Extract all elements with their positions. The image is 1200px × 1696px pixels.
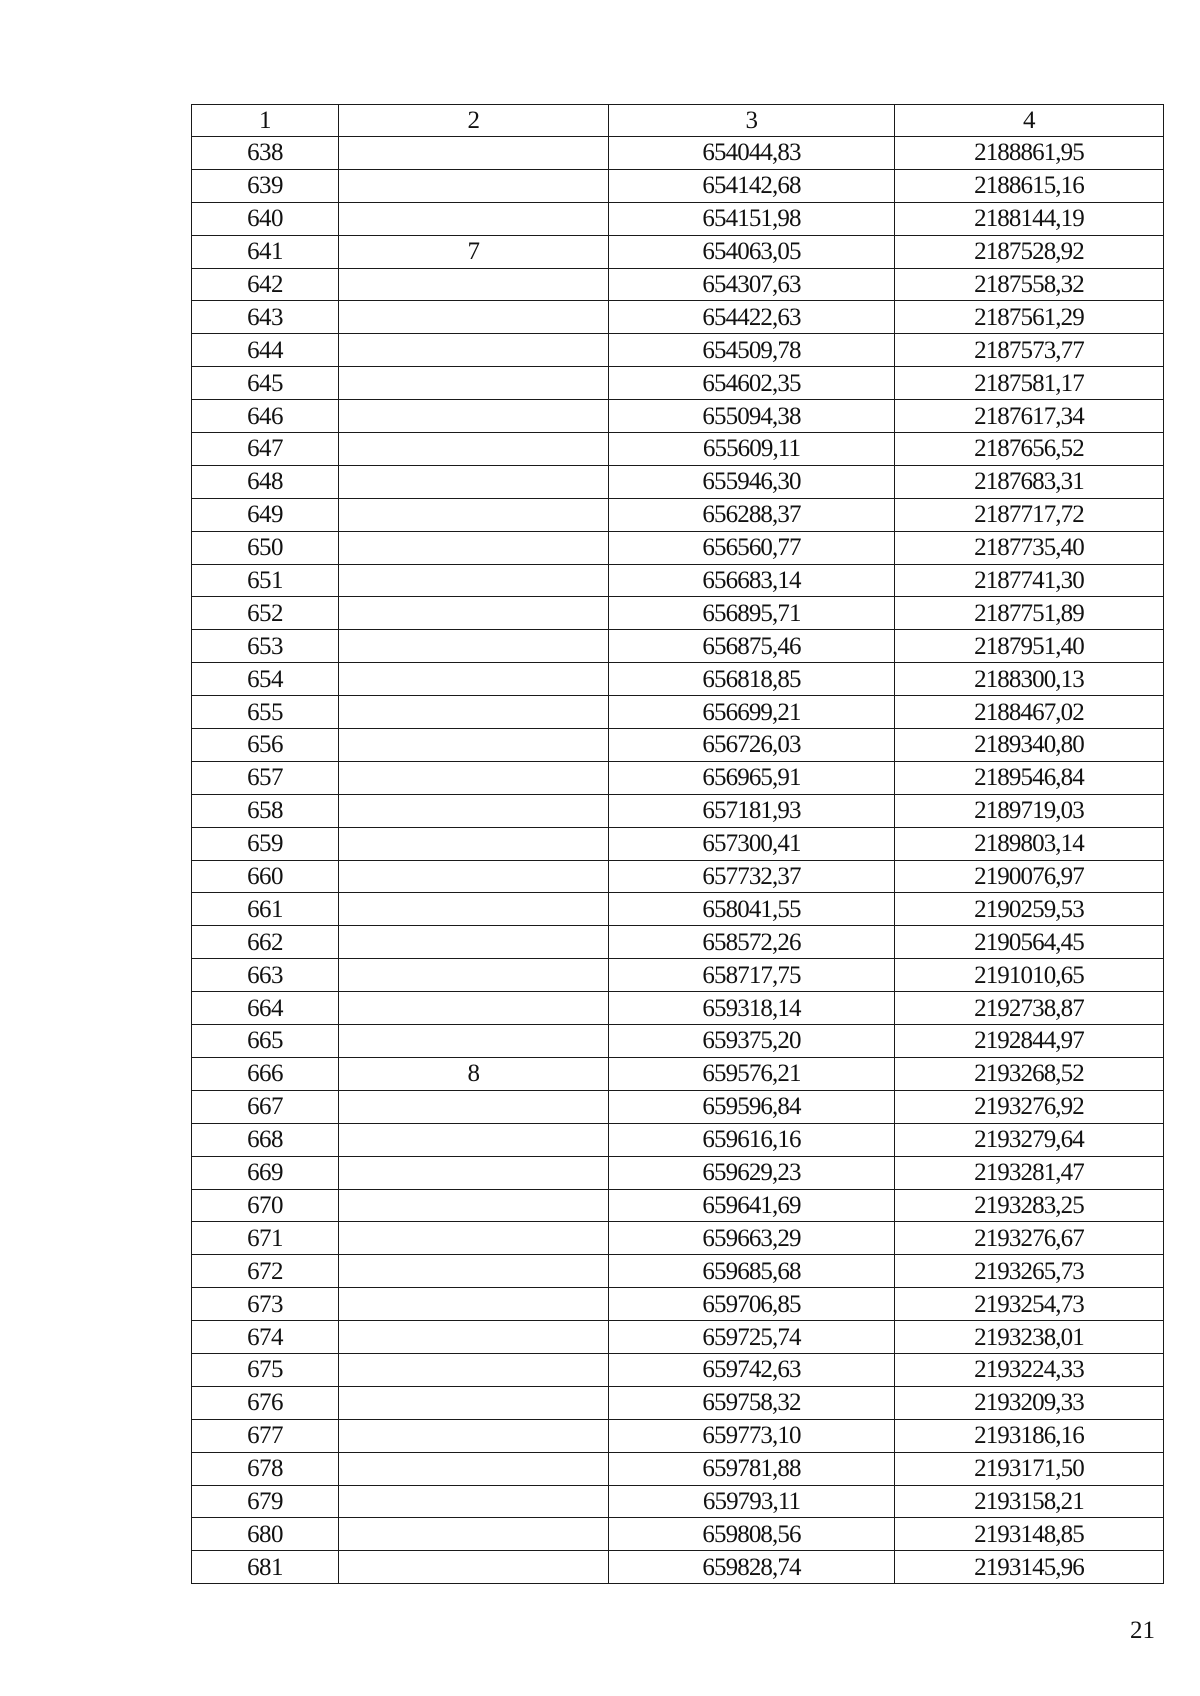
x-coordinate-cell: 656818,85 xyxy=(609,663,895,696)
x-coordinate-cell: 654151,98 xyxy=(609,202,895,235)
table-row xyxy=(192,1123,1164,1156)
point-number-cell: 647 xyxy=(192,433,339,466)
point-number-cell: 642 xyxy=(192,268,339,301)
x-coordinate-cell: 656726,03 xyxy=(609,729,895,762)
y-coordinate-cell: 2188467,02 xyxy=(895,696,1164,729)
section-cell xyxy=(339,860,609,893)
point-number-cell: 648 xyxy=(192,465,339,498)
point-number-cell: 661 xyxy=(192,893,339,926)
point-number-cell: 672 xyxy=(192,1255,339,1288)
x-coordinate-cell: 654509,78 xyxy=(609,334,895,367)
table-row xyxy=(192,1419,1164,1452)
y-coordinate-cell: 2190564,45 xyxy=(895,926,1164,959)
x-coordinate-cell: 659706,85 xyxy=(609,1288,895,1321)
y-coordinate-cell: 2193281,47 xyxy=(895,1156,1164,1189)
x-coordinate-cell: 656875,46 xyxy=(609,630,895,663)
x-coordinate-cell: 654044,83 xyxy=(609,137,895,170)
section-cell xyxy=(339,137,609,170)
point-number-cell: 641 xyxy=(192,235,339,268)
y-coordinate-cell: 2187741,30 xyxy=(895,564,1164,597)
table-row xyxy=(192,1025,1164,1058)
point-number-cell: 675 xyxy=(192,1353,339,1386)
x-coordinate-cell: 659318,14 xyxy=(609,992,895,1025)
table-row xyxy=(192,597,1164,630)
x-coordinate-cell: 655609,11 xyxy=(609,433,895,466)
point-number-cell: 662 xyxy=(192,926,339,959)
table-row xyxy=(192,1353,1164,1386)
section-cell xyxy=(339,202,609,235)
table-row xyxy=(192,400,1164,433)
point-number-cell: 680 xyxy=(192,1518,339,1551)
point-number-cell: 681 xyxy=(192,1551,339,1584)
point-number-cell: 664 xyxy=(192,992,339,1025)
y-coordinate-cell: 2189340,80 xyxy=(895,729,1164,762)
section-cell xyxy=(339,761,609,794)
table-row xyxy=(192,268,1164,301)
section-cell xyxy=(339,1123,609,1156)
section-cell xyxy=(339,301,609,334)
section-cell xyxy=(339,367,609,400)
section-cell xyxy=(339,433,609,466)
x-coordinate-cell: 657732,37 xyxy=(609,860,895,893)
table-row xyxy=(192,992,1164,1025)
section-cell xyxy=(339,794,609,827)
point-number-cell: 655 xyxy=(192,696,339,729)
table-row xyxy=(192,334,1164,367)
y-coordinate-cell: 2187951,40 xyxy=(895,630,1164,663)
column-header-3: 3 xyxy=(609,105,895,137)
y-coordinate-cell: 2187717,72 xyxy=(895,498,1164,531)
y-coordinate-cell: 2193283,25 xyxy=(895,1189,1164,1222)
table-row xyxy=(192,531,1164,564)
table-row xyxy=(192,1189,1164,1222)
table-row xyxy=(192,137,1164,170)
point-number-cell: 657 xyxy=(192,761,339,794)
section-cell xyxy=(339,597,609,630)
y-coordinate-cell: 2188615,16 xyxy=(895,169,1164,202)
x-coordinate-cell: 659663,29 xyxy=(609,1222,895,1255)
section-cell xyxy=(339,268,609,301)
table-header xyxy=(192,105,1164,137)
point-number-cell: 643 xyxy=(192,301,339,334)
point-number-cell: 645 xyxy=(192,367,339,400)
y-coordinate-cell: 2193145,96 xyxy=(895,1551,1164,1584)
section-cell xyxy=(339,1288,609,1321)
table-row xyxy=(192,1222,1164,1255)
point-number-cell: 644 xyxy=(192,334,339,367)
x-coordinate-cell: 659781,88 xyxy=(609,1452,895,1485)
section-cell xyxy=(339,696,609,729)
x-coordinate-cell: 656699,21 xyxy=(609,696,895,729)
table-row xyxy=(192,235,1164,268)
section-cell xyxy=(339,531,609,564)
y-coordinate-cell: 2189719,03 xyxy=(895,794,1164,827)
section-cell: 7 xyxy=(339,235,609,268)
x-coordinate-cell: 659742,63 xyxy=(609,1353,895,1386)
table-row xyxy=(192,794,1164,827)
y-coordinate-cell: 2193254,73 xyxy=(895,1288,1164,1321)
section-cell xyxy=(339,465,609,498)
table-row xyxy=(192,663,1164,696)
point-number-cell: 638 xyxy=(192,137,339,170)
page-number: 21 xyxy=(1130,1617,1155,1644)
x-coordinate-cell: 659758,32 xyxy=(609,1386,895,1419)
point-number-cell: 646 xyxy=(192,400,339,433)
point-number-cell: 666 xyxy=(192,1057,339,1090)
table-row xyxy=(192,1057,1164,1090)
x-coordinate-cell: 659629,23 xyxy=(609,1156,895,1189)
table-row xyxy=(192,893,1164,926)
point-number-cell: 653 xyxy=(192,630,339,663)
point-number-cell: 660 xyxy=(192,860,339,893)
y-coordinate-cell: 2193268,52 xyxy=(895,1057,1164,1090)
point-number-cell: 676 xyxy=(192,1386,339,1419)
table-row xyxy=(192,433,1164,466)
x-coordinate-cell: 656683,14 xyxy=(609,564,895,597)
x-coordinate-cell: 657300,41 xyxy=(609,827,895,860)
x-coordinate-cell: 656288,37 xyxy=(609,498,895,531)
section-cell xyxy=(339,729,609,762)
y-coordinate-cell: 2187683,31 xyxy=(895,465,1164,498)
table-row xyxy=(192,202,1164,235)
y-coordinate-cell: 2187558,32 xyxy=(895,268,1164,301)
y-coordinate-cell: 2193224,33 xyxy=(895,1353,1164,1386)
x-coordinate-cell: 654063,05 xyxy=(609,235,895,268)
point-number-cell: 671 xyxy=(192,1222,339,1255)
point-number-cell: 667 xyxy=(192,1090,339,1123)
point-number-cell: 640 xyxy=(192,202,339,235)
section-cell xyxy=(339,1353,609,1386)
point-number-cell: 654 xyxy=(192,663,339,696)
y-coordinate-cell: 2188861,95 xyxy=(895,137,1164,170)
y-coordinate-cell: 2193279,64 xyxy=(895,1123,1164,1156)
point-number-cell: 665 xyxy=(192,1025,339,1058)
x-coordinate-cell: 659773,10 xyxy=(609,1419,895,1452)
x-coordinate-cell: 659685,68 xyxy=(609,1255,895,1288)
section-cell xyxy=(339,893,609,926)
x-coordinate-cell: 654602,35 xyxy=(609,367,895,400)
section-cell xyxy=(339,1025,609,1058)
point-number-cell: 673 xyxy=(192,1288,339,1321)
table-row xyxy=(192,1452,1164,1485)
y-coordinate-cell: 2193238,01 xyxy=(895,1321,1164,1354)
point-number-cell: 659 xyxy=(192,827,339,860)
y-coordinate-cell: 2193276,92 xyxy=(895,1090,1164,1123)
table-row xyxy=(192,827,1164,860)
table-row xyxy=(192,1255,1164,1288)
table-row xyxy=(192,959,1164,992)
section-cell xyxy=(339,1222,609,1255)
section-cell xyxy=(339,663,609,696)
section-cell xyxy=(339,827,609,860)
table-row xyxy=(192,1156,1164,1189)
section-cell xyxy=(339,1518,609,1551)
y-coordinate-cell: 2187656,52 xyxy=(895,433,1164,466)
table-row xyxy=(192,729,1164,762)
y-coordinate-cell: 2191010,65 xyxy=(895,959,1164,992)
x-coordinate-cell: 659641,69 xyxy=(609,1189,895,1222)
section-cell: 8 xyxy=(339,1057,609,1090)
table-row xyxy=(192,169,1164,202)
section-cell xyxy=(339,1551,609,1584)
column-header-2: 2 xyxy=(339,105,609,137)
point-number-cell: 658 xyxy=(192,794,339,827)
x-coordinate-cell: 658572,26 xyxy=(609,926,895,959)
point-number-cell: 670 xyxy=(192,1189,339,1222)
section-cell xyxy=(339,1386,609,1419)
x-coordinate-cell: 658717,75 xyxy=(609,959,895,992)
table-row xyxy=(192,860,1164,893)
point-number-cell: 679 xyxy=(192,1485,339,1518)
y-coordinate-cell: 2189803,14 xyxy=(895,827,1164,860)
point-number-cell: 669 xyxy=(192,1156,339,1189)
table-row xyxy=(192,1551,1164,1584)
section-cell xyxy=(339,334,609,367)
x-coordinate-cell: 655946,30 xyxy=(609,465,895,498)
y-coordinate-cell: 2193171,50 xyxy=(895,1452,1164,1485)
section-cell xyxy=(339,630,609,663)
y-coordinate-cell: 2193186,16 xyxy=(895,1419,1164,1452)
coordinates-table xyxy=(191,104,1164,1584)
section-cell xyxy=(339,564,609,597)
x-coordinate-cell: 656895,71 xyxy=(609,597,895,630)
table-body xyxy=(192,137,1164,1584)
y-coordinate-cell: 2190076,97 xyxy=(895,860,1164,893)
point-number-cell: 649 xyxy=(192,498,339,531)
section-cell xyxy=(339,992,609,1025)
table-row xyxy=(192,1288,1164,1321)
table-row xyxy=(192,301,1164,334)
y-coordinate-cell: 2188144,19 xyxy=(895,202,1164,235)
section-cell xyxy=(339,1255,609,1288)
section-cell xyxy=(339,1156,609,1189)
x-coordinate-cell: 654142,68 xyxy=(609,169,895,202)
y-coordinate-cell: 2193276,67 xyxy=(895,1222,1164,1255)
x-coordinate-cell: 658041,55 xyxy=(609,893,895,926)
x-coordinate-cell: 659808,56 xyxy=(609,1518,895,1551)
x-coordinate-cell: 656965,91 xyxy=(609,761,895,794)
point-number-cell: 663 xyxy=(192,959,339,992)
table-row xyxy=(192,630,1164,663)
table-row xyxy=(192,367,1164,400)
table-row xyxy=(192,926,1164,959)
x-coordinate-cell: 659828,74 xyxy=(609,1551,895,1584)
y-coordinate-cell: 2189546,84 xyxy=(895,761,1164,794)
y-coordinate-cell: 2187528,92 xyxy=(895,235,1164,268)
y-coordinate-cell: 2193158,21 xyxy=(895,1485,1164,1518)
point-number-cell: 674 xyxy=(192,1321,339,1354)
point-number-cell: 678 xyxy=(192,1452,339,1485)
point-number-cell: 656 xyxy=(192,729,339,762)
section-cell xyxy=(339,926,609,959)
y-coordinate-cell: 2193209,33 xyxy=(895,1386,1164,1419)
point-number-cell: 652 xyxy=(192,597,339,630)
point-number-cell: 639 xyxy=(192,169,339,202)
y-coordinate-cell: 2187617,34 xyxy=(895,400,1164,433)
section-cell xyxy=(339,1485,609,1518)
table-row xyxy=(192,1518,1164,1551)
x-coordinate-cell: 657181,93 xyxy=(609,794,895,827)
x-coordinate-cell: 659725,74 xyxy=(609,1321,895,1354)
y-coordinate-cell: 2192844,97 xyxy=(895,1025,1164,1058)
column-header-1: 1 xyxy=(192,105,339,137)
y-coordinate-cell: 2192738,87 xyxy=(895,992,1164,1025)
table-row xyxy=(192,498,1164,531)
section-cell xyxy=(339,498,609,531)
x-coordinate-cell: 659793,11 xyxy=(609,1485,895,1518)
section-cell xyxy=(339,1189,609,1222)
y-coordinate-cell: 2187751,89 xyxy=(895,597,1164,630)
x-coordinate-cell: 659616,16 xyxy=(609,1123,895,1156)
column-header-4: 4 xyxy=(895,105,1164,137)
x-coordinate-cell: 659576,21 xyxy=(609,1057,895,1090)
table-row xyxy=(192,1090,1164,1123)
header-row xyxy=(192,105,1164,137)
y-coordinate-cell: 2193265,73 xyxy=(895,1255,1164,1288)
y-coordinate-cell: 2187573,77 xyxy=(895,334,1164,367)
section-cell xyxy=(339,1452,609,1485)
y-coordinate-cell: 2190259,53 xyxy=(895,893,1164,926)
point-number-cell: 650 xyxy=(192,531,339,564)
y-coordinate-cell: 2187581,17 xyxy=(895,367,1164,400)
x-coordinate-cell: 655094,38 xyxy=(609,400,895,433)
x-coordinate-cell: 654307,63 xyxy=(609,268,895,301)
y-coordinate-cell: 2187561,29 xyxy=(895,301,1164,334)
section-cell xyxy=(339,959,609,992)
section-cell xyxy=(339,400,609,433)
table-row xyxy=(192,564,1164,597)
x-coordinate-cell: 659375,20 xyxy=(609,1025,895,1058)
x-coordinate-cell: 659596,84 xyxy=(609,1090,895,1123)
section-cell xyxy=(339,1321,609,1354)
section-cell xyxy=(339,1090,609,1123)
table-row xyxy=(192,1386,1164,1419)
y-coordinate-cell: 2193148,85 xyxy=(895,1518,1164,1551)
table-row xyxy=(192,1321,1164,1354)
point-number-cell: 651 xyxy=(192,564,339,597)
x-coordinate-cell: 656560,77 xyxy=(609,531,895,564)
table-row xyxy=(192,696,1164,729)
table-row xyxy=(192,465,1164,498)
y-coordinate-cell: 2187735,40 xyxy=(895,531,1164,564)
section-cell xyxy=(339,1419,609,1452)
point-number-cell: 677 xyxy=(192,1419,339,1452)
x-coordinate-cell: 654422,63 xyxy=(609,301,895,334)
table-row xyxy=(192,761,1164,794)
point-number-cell: 668 xyxy=(192,1123,339,1156)
table-row xyxy=(192,1485,1164,1518)
y-coordinate-cell: 2188300,13 xyxy=(895,663,1164,696)
section-cell xyxy=(339,169,609,202)
